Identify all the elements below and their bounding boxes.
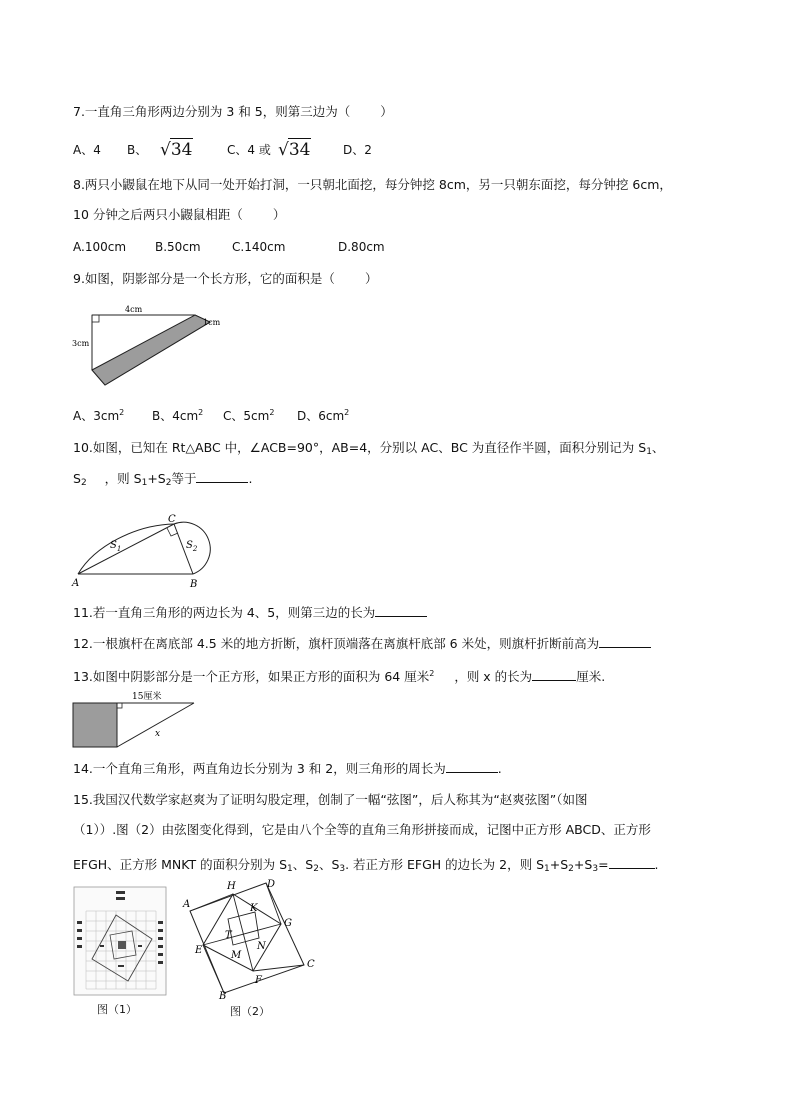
q10-label-s2: $S_2$ <box>186 540 198 553</box>
q9-option-c: C、$5cm^2$ <box>223 408 275 423</box>
question-12: 12.一根旗杆在离底部 4.5 米的地方折断，旗杆顶端落在离旗杆底部 6 米处，则旗杆折断前高为 <box>73 634 651 653</box>
question-14: 14.一个直角三角形，两直角边长分别为 3 和 2，则三角形的周长为 . <box>73 761 502 776</box>
q12-answer-blank <box>599 634 651 648</box>
square-efgh <box>203 894 281 971</box>
q9-shaded-rectangle <box>92 315 210 385</box>
question-15-line-1: 15.我国汉代数学家赵爽为了证明勾股定理，创制了一幅“弦图”，后人称其为“赵爽弦图”（如图 <box>73 792 588 807</box>
q13-answer-blank <box>532 667 576 681</box>
fig2-label-m: M <box>231 950 242 961</box>
q7-option-a: A、4 <box>73 143 101 157</box>
q9-option-a: A、$3cm^2$ <box>73 408 125 423</box>
fig2-label-a: A <box>183 899 191 910</box>
q8-option-a: A.100cm <box>73 240 127 254</box>
q14-answer-blank <box>446 759 498 773</box>
q10-figure <box>70 498 220 594</box>
fig2-label-c: C <box>307 959 315 970</box>
q7-option-b-radical: √34 <box>160 140 193 160</box>
fig2-label-g: G <box>284 918 292 929</box>
zhao-shuang-chord-diagram-figure-1 <box>72 885 168 997</box>
q13-figure <box>70 688 230 750</box>
question-7-stem: 7.一直角三角形两边分别为 3 和 5，则第三边为（ ） <box>73 104 393 119</box>
q13-label-top: 15厘米 <box>132 692 162 702</box>
q10-side-ac <box>78 524 174 574</box>
q8-option-b: B.50cm <box>155 240 201 254</box>
q13-label-x: x <box>155 729 161 739</box>
q7-option-b: B、 <box>127 143 148 157</box>
q8-option-c: C.140cm <box>232 240 286 254</box>
figure-2-caption: 图（2） <box>230 1005 270 1018</box>
q11-answer-blank <box>375 603 427 617</box>
q9-label-top: 4cm <box>125 305 143 314</box>
q10-label-s1: $S_1$ <box>110 540 122 553</box>
figure-1-caption: 图（1） <box>97 1003 137 1016</box>
fig2-label-t: T <box>225 930 232 941</box>
question-15-line-2: （1））.图（2）由弦图变化得到，它是由八个全等的直角三角形拼接而成，记图中正方形 ABCD、正方形 <box>73 822 651 837</box>
q10-label-c: C <box>168 514 176 525</box>
q15-answer-blank <box>609 855 655 869</box>
fig2-label-f: F <box>255 975 262 986</box>
fig2-label-n: N <box>257 941 266 952</box>
q9-option-b: B、$4cm^2$ <box>152 408 204 423</box>
square-mnkt <box>228 912 259 945</box>
q13-shaded-square <box>73 703 117 747</box>
q7-option-c: C、4 或 <box>227 143 271 157</box>
question-13: 13.如图中阴影部分是一个正方形，如果正方形的面积为 64 厘米$^2$ ，则 x 的长为 厘米. <box>73 669 606 684</box>
question-10-line-2: $S_2$ ，则 $S_1+S_2$等于 . <box>73 471 253 488</box>
question-10-line-1: 10.如图，已知在 Rt△ABC 中，∠ACB=90°，AB=4，分别以 AC、BC 为直径作半圆，面积分别记为 $S_1$、 <box>73 440 665 457</box>
q10-label-b: B <box>190 579 198 590</box>
q9-label-right: 1cm <box>203 318 221 327</box>
fig2-label-h: H <box>227 881 236 892</box>
q8-option-d: D.80cm <box>338 240 385 254</box>
q10-label-a: A <box>72 578 80 589</box>
fig2-label-d: D <box>267 879 276 890</box>
question-9-stem: 9.如图，阴影部分是一个长方形，它的面积是（ ） <box>73 271 378 286</box>
q13-hypotenuse-x <box>117 703 194 747</box>
q9-right-angle-mark <box>92 315 99 322</box>
question-8-line-1: 8.两只小鼹鼠在地下从同一处开始打洞，一只朝北面挖，每分钟挖 8cm，另一只朝东面挖，每分钟挖 6cm， <box>73 177 672 192</box>
q10-answer-blank <box>196 469 248 483</box>
q7-option-d: D、2 <box>343 143 372 157</box>
question-15-line-3: EFGH、正方形 MNKT 的面积分别为 $S_1$、$S_2$、$S_3$. 若正方形 EFGH 的边长为 2，则 $S_1+S_2+S_3=$ . <box>73 857 659 874</box>
figure-2-geometry <box>183 875 313 1000</box>
q13-right-angle-mark <box>117 703 122 708</box>
q9-figure <box>70 300 230 395</box>
q9-option-d: D、$6cm^2$ <box>297 408 350 423</box>
fig2-label-b: B <box>219 991 227 1002</box>
fig2-label-e: E <box>195 945 203 956</box>
question-8-line-2: 10 分钟之后两只小鼹鼠相距（ ） <box>73 207 286 222</box>
question-11: 11.若一直角三角形的两边长为 4、5，则第三边的长为 <box>73 603 427 622</box>
q7-option-c-radical: √34 <box>278 140 311 160</box>
q9-label-left: 3cm <box>72 339 90 348</box>
fig2-label-k: K <box>250 903 258 914</box>
